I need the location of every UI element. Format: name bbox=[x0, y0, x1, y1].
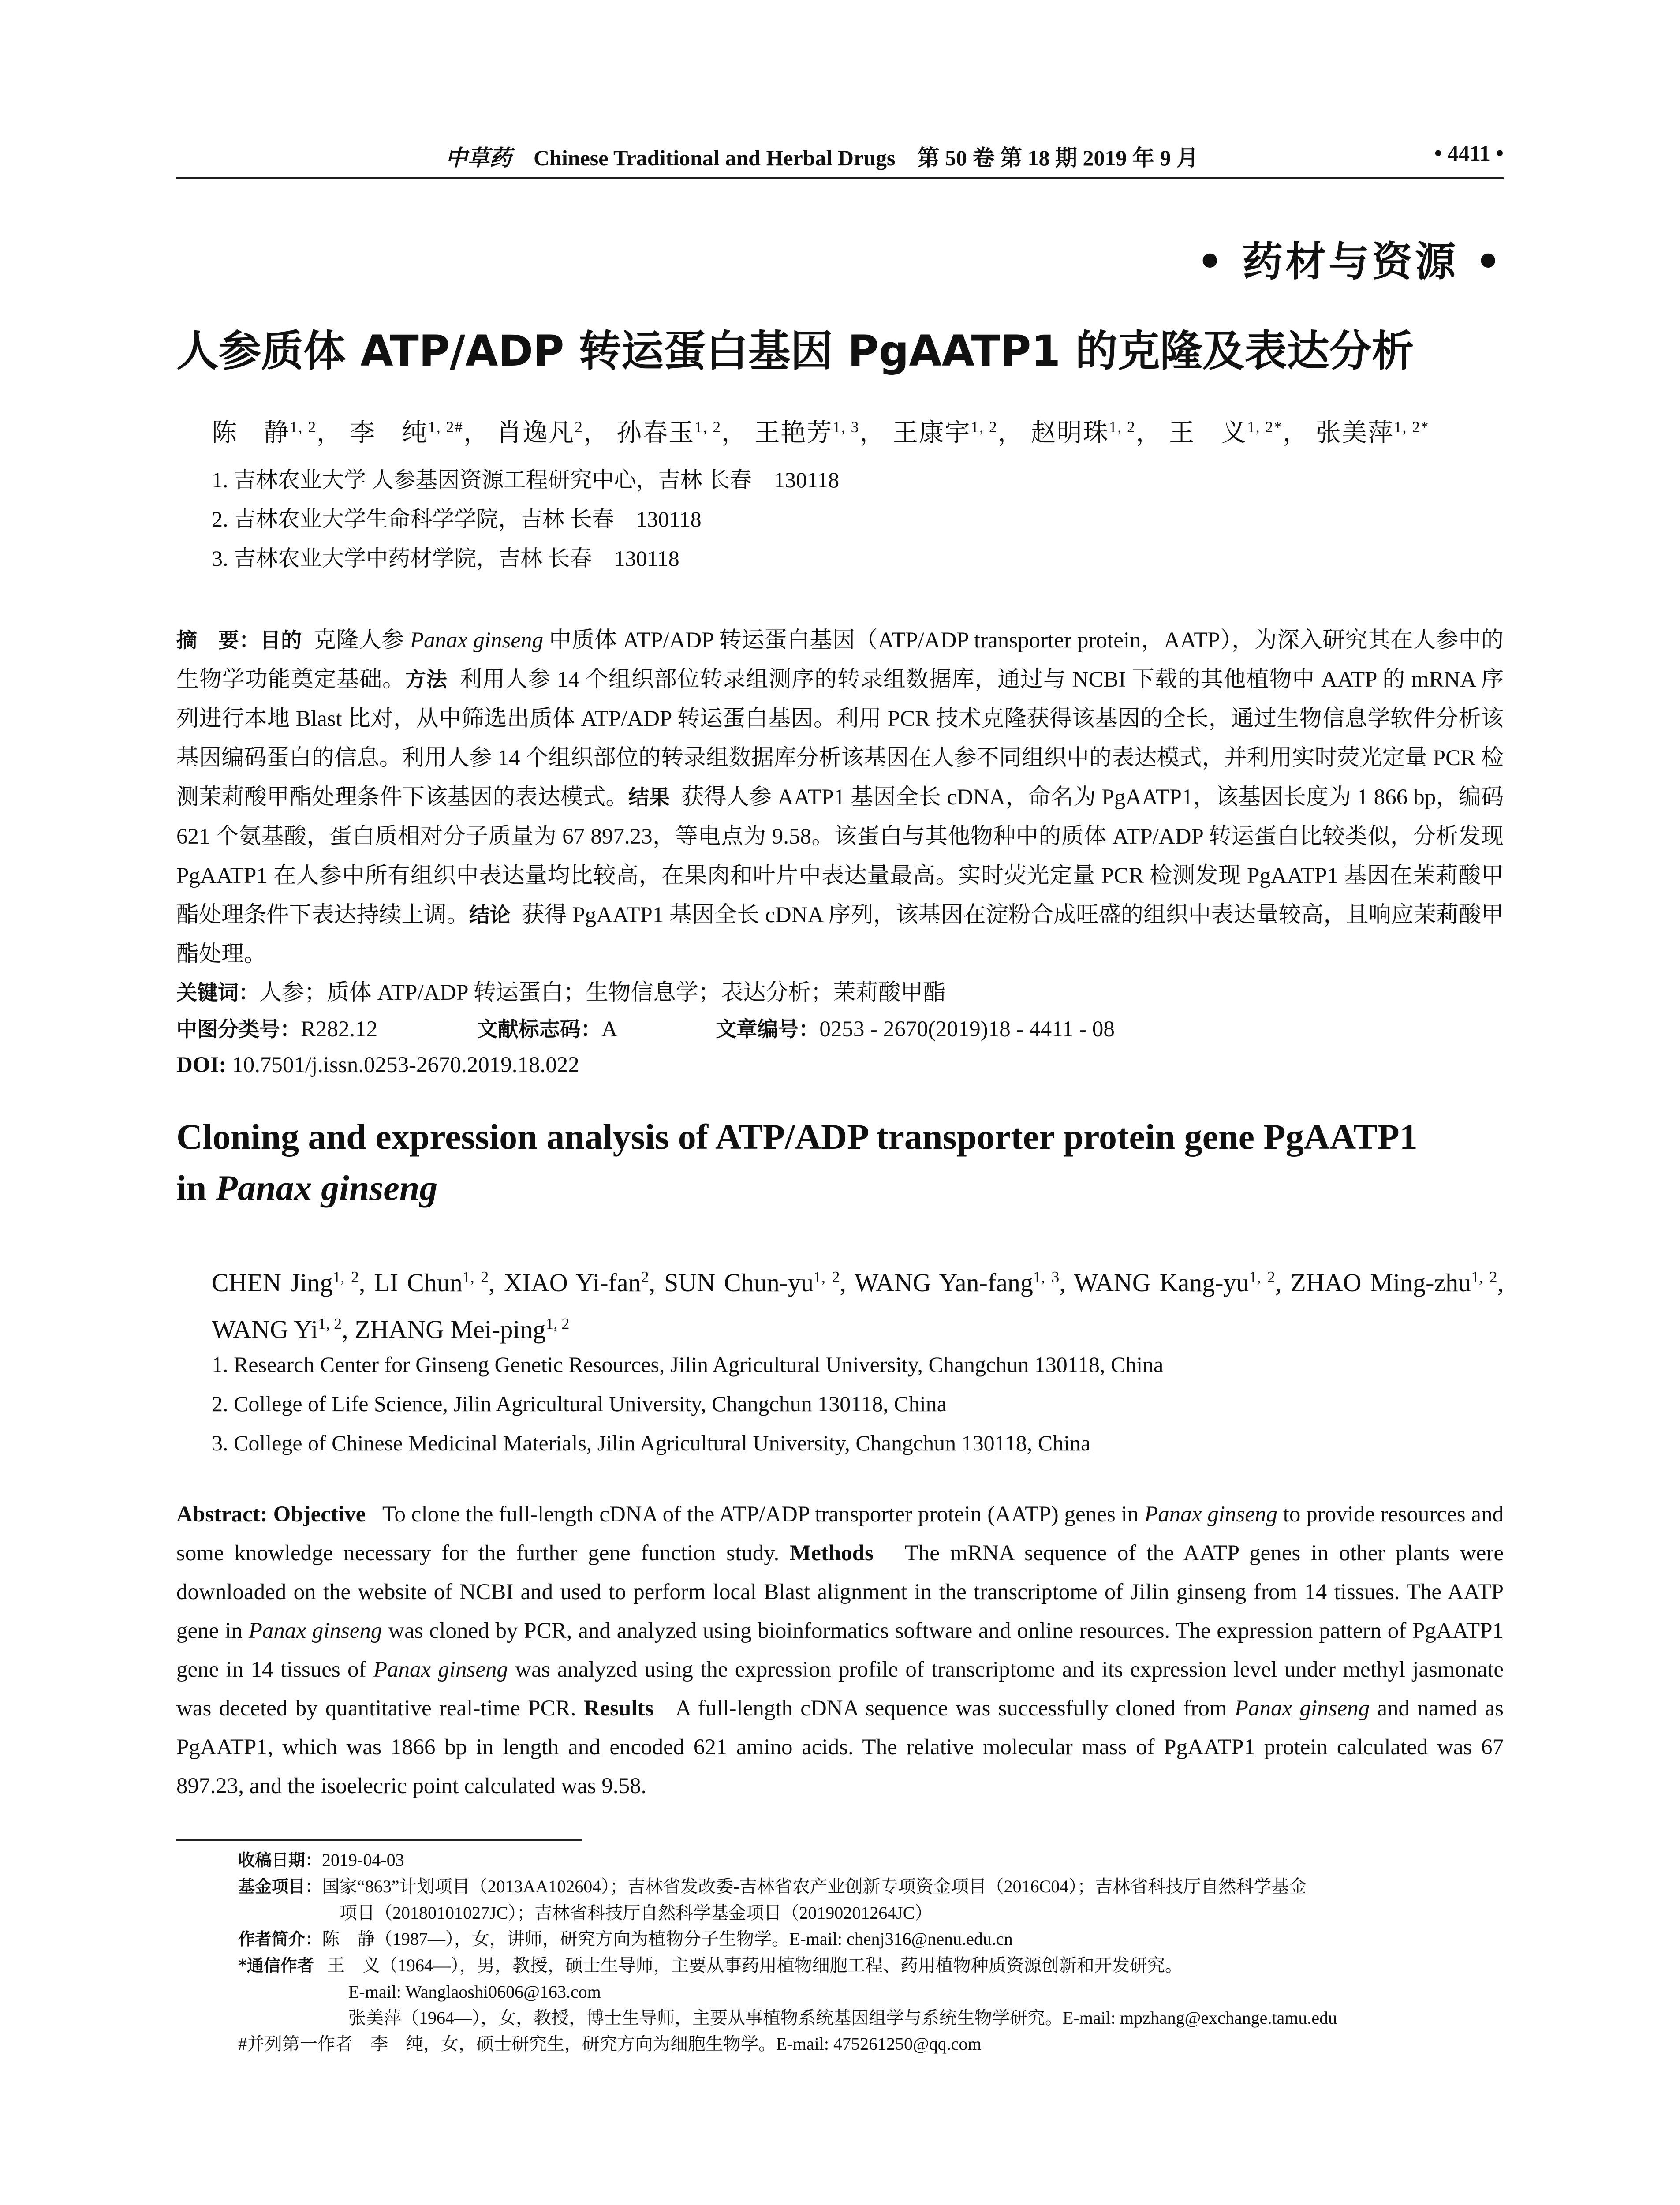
doi-value[interactable]: 10.7501/j.issn.0253-2670.2019.18.022 bbox=[232, 1053, 579, 1077]
article-no-label: 文章编号： bbox=[716, 1017, 820, 1042]
en-objective-label: Objective bbox=[273, 1502, 366, 1527]
en-objective-text: To clone the full-length cDNA of the ATP/ADP transporter protein (AATP) genes in bbox=[382, 1502, 1145, 1527]
cn-abstract bbox=[176, 621, 1504, 974]
en-author: WANG Kang-yu$^{1, 2}$, bbox=[1074, 1268, 1282, 1297]
cn-author: 王艳芳$^{1, 3}$， bbox=[754, 419, 886, 447]
en-author: LI Chun$^{1, 2}$, bbox=[374, 1268, 495, 1297]
section-label: • 药材与资源 • bbox=[1197, 238, 1504, 285]
cn-author: 赵明珠$^{1, 2}$， bbox=[1030, 419, 1162, 447]
cn-results-label: 结果 bbox=[628, 785, 670, 810]
footnotes bbox=[238, 1847, 1504, 2057]
en-author: ZHANG Mei-ping$^{1, 2}$ bbox=[355, 1315, 570, 1344]
fund-info: 基金项目：国家“863”计划项目（2013AA102604）；吉林省发改委-吉林省农产业创新专项资金项目（2016C04）；吉林省科技厅自然科学基金 bbox=[238, 1876, 1307, 1896]
cn-title: 人参质体 ATP/ADP 转运蛋白基因 PgAATP1 的克隆及表达分析 bbox=[176, 326, 1414, 376]
en-methods-text: was cloned by PCR, and analyzed using bioinformatics software and online resources. The expression pattern of PgAATP1 gene in 14 tissues of bbox=[176, 1618, 1504, 1682]
classification-line bbox=[176, 1013, 1115, 1043]
footnote-rule bbox=[176, 1839, 582, 1841]
cn-abstract-label: 摘 要： bbox=[176, 628, 260, 653]
cn-author: 陈 静$^{1, 2}$， bbox=[212, 419, 343, 447]
cn-author: 肖逸凡$^2$， bbox=[497, 419, 609, 447]
cn-objective-text: 克隆人参 bbox=[313, 628, 410, 653]
species-name: Panax ginseng bbox=[248, 1618, 382, 1643]
en-methods-text: was analyzed using the expression profile of transcriptome and its expression level under methyl jasmonate was deceted by quantitative real-time PCR. bbox=[176, 1657, 1504, 1721]
cn-author: 李 纯$^{1, 2\#}$， bbox=[350, 419, 489, 447]
cn-author: 王 义$^{1, 2*}$， bbox=[1169, 419, 1309, 447]
en-author: ZHAO Ming-zhu$^{1, 2}$, bbox=[1290, 1268, 1504, 1297]
en-results-label: Results bbox=[583, 1696, 654, 1721]
cn-affiliation: 1. 吉林农业大学 人参基因资源工程研究中心，吉林 长春 130118 bbox=[212, 467, 840, 492]
page-number: • 4411 • bbox=[1434, 141, 1504, 165]
en-abstract-label: Abstract: bbox=[176, 1502, 268, 1527]
author-bio: 作者简介：陈 静（1987—），女，讲师，研究方向为植物分子生物学。E-mail: chenj316@nenu.edu.cn bbox=[238, 1929, 1013, 1949]
cn-objective-label: 目的 bbox=[260, 628, 302, 653]
fund-info-cont: 项目（20180101027JC）；吉林省科技厅自然科学基金项目（20190201264JC） bbox=[340, 1903, 933, 1923]
keywords-label: 关键词： bbox=[176, 981, 259, 1005]
en-affiliation: 2. College of Life Science, Jilin Agricultural University, Changchun 130118, China bbox=[212, 1391, 947, 1416]
en-author-list bbox=[212, 1257, 1504, 1350]
cn-author: 王康宇$^{1, 2}$， bbox=[892, 419, 1024, 447]
header-rule bbox=[176, 177, 1504, 179]
cn-objective-text: 中质体 ATP/ADP 转运蛋白基因（ATP/ADP transporter protein，AATP），为深入研究其在人参中的生物学功能奠定基础。 bbox=[176, 628, 1504, 692]
keywords bbox=[176, 974, 946, 1006]
clc-value: R282.12 bbox=[301, 1017, 378, 1042]
en-title bbox=[176, 1111, 1504, 1214]
running-header bbox=[176, 140, 1504, 171]
cn-affiliation: 3. 吉林农业大学中药材学院，吉林 长春 130118 bbox=[212, 546, 679, 571]
corresponding-author-2: 张美萍（1964—），女，教授，博士生导师，主要从事植物系统基因组学与系统生物学研究。E-mail: mpzhang@exchange.tamu.edu bbox=[348, 2008, 1337, 2028]
cn-conclusion-text: 获得 PgAATP1 基因全长 cDNA 序列，该基因在淀粉合成旺盛的组织中表达量较高，且响应茉莉酸甲酯处理。 bbox=[176, 903, 1504, 967]
corresponding-author: *通信作者 王 义（1964—），男，教授，硕士生导师，主要从事药用植物细胞工程、药用植物种质资源创新和开发研究。 bbox=[238, 1955, 1183, 1975]
species-name: Panax ginseng bbox=[410, 628, 543, 653]
cn-methods-label: 方法 bbox=[405, 668, 448, 692]
en-author: SUN Chun-yu$^{1, 2}$, bbox=[664, 1268, 846, 1297]
species-name: Panax ginseng bbox=[215, 1168, 438, 1208]
journal-cn-name: 中草药 bbox=[445, 145, 511, 171]
en-affiliation: 1. Research Center for Ginseng Genetic Resources, Jilin Agricultural University, Changchun 130118, China bbox=[212, 1352, 1164, 1377]
journal-en-name: Chinese Traditional and Herbal Drugs bbox=[534, 146, 896, 170]
en-results-text: and named as PgAATP1, which was 1866 bp in length and encoded 621 amino acids. The relative molecular mass of PgAATP1 protein calculated was 67 897.23, and the isoelecric point calculated was 9.58. bbox=[176, 1696, 1504, 1798]
article-no-value: 0253 - 2670(2019)18 - 4411 - 08 bbox=[819, 1017, 1115, 1042]
received-date: 收稿日期：2019-04-03 bbox=[238, 1850, 404, 1870]
en-author: WANG Yi$^{1, 2}$, bbox=[212, 1315, 348, 1344]
cn-affiliation: 2. 吉林农业大学生命科学学院，吉林 长春 130118 bbox=[212, 507, 702, 531]
doi-line bbox=[176, 1052, 579, 1078]
en-objective-text: to provide resources and some knowledge necessary for the further gene function study. bbox=[176, 1502, 1504, 1566]
en-results-text: A full-length cDNA sequence was successfully cloned from bbox=[675, 1696, 1235, 1721]
en-affiliation: 3. College of Chinese Medicinal Materials, Jilin Agricultural University, Changchun 130118, China bbox=[212, 1431, 1091, 1455]
doc-code-label: 文献标志码： bbox=[477, 1017, 601, 1042]
cn-author: 张美萍$^{1, 2*}$ bbox=[1315, 419, 1430, 447]
co-first-author: #并列第一作者 李 纯，女，硕士研究生，研究方向为细胞生物学。E-mail: 475261250@qq.com bbox=[238, 2034, 982, 2054]
clc-label: 中图分类号： bbox=[176, 1017, 301, 1042]
doc-code-value: A bbox=[601, 1017, 616, 1042]
doi-label: DOI: bbox=[176, 1053, 227, 1077]
en-abstract bbox=[176, 1495, 1504, 1805]
cn-methods-text: 利用人参 14 个组织部位转录组测序的转录组数据库，通过与 NCBI 下载的其他植物中 AATP 的 mRNA 序列进行本地 Blast 比对，从中筛选出质体 ATP/ADP 转运蛋白基因。利用 PCR 技术克隆获得该基因的全长，通过生物信息学软件分析该基因编码蛋白的信息。利用人参 14 个组织部位的转录组数据库分析该基因在人参不同组织中的表达模式，并利用实时荧光定量 PCR 检测茉莉酸甲酯处理条件下该基因的表达模式。 bbox=[176, 667, 1504, 810]
corresponding-email: E-mail: Wanglaoshi0606@163.com bbox=[348, 1982, 601, 2002]
cn-conclusion-label: 结论 bbox=[469, 903, 511, 927]
cn-results-text: 获得人参 AATP1 基因全长 cDNA，命名为 PgAATP1，该基因长度为 1 866 bp，编码 621 个氨基酸，蛋白质相对分子质量为 67 897.23，等电点为 9.58。该蛋白与其他物种中的质体 ATP/ADP 转运蛋白比较类似，分析发现 PgAATP1 在人参中所有组织中表达量均比较高，在果肉和叶片中表达量最高。实时荧光定量 PCR 检测发现 PgAATP1 基因在茉莉酸甲酯处理条件下表达持续上调。 bbox=[176, 785, 1504, 927]
en-title-line: Cloning and expression analysis of ATP/ADP transporter protein gene PgAATP1 bbox=[176, 1117, 1418, 1157]
en-methods-text: The mRNA sequence of the AATP genes in other plants were downloaded on the website of NCBI and used to perform local Blast alignment in the transcriptome of Jilin ginseng from 14 tissues. The AATP gene in bbox=[176, 1541, 1504, 1643]
en-methods-label: Methods bbox=[790, 1541, 874, 1566]
species-name: Panax ginseng bbox=[373, 1657, 508, 1682]
en-author: CHEN Jing$^{1, 2}$, bbox=[212, 1268, 366, 1297]
keywords-text: 人参；质体 ATP/ADP 转运蛋白；生物信息学；表达分析；茉莉酸甲酯 bbox=[259, 980, 946, 1005]
journal-issue: 第 50 卷 第 18 期 2019 年 9 月 bbox=[917, 146, 1198, 170]
cn-author: 孙春玉$^{1, 2}$， bbox=[616, 419, 748, 447]
journal-header bbox=[445, 140, 1198, 172]
cn-author-list bbox=[212, 412, 1504, 448]
species-name: Panax ginseng bbox=[1144, 1502, 1277, 1527]
en-author: XIAO Yi-fan$^2$, bbox=[504, 1268, 656, 1297]
en-title-line: in Panax ginseng bbox=[176, 1168, 438, 1208]
en-author: WANG Yan-fang$^{1, 3}$, bbox=[854, 1268, 1066, 1297]
species-name: Panax ginseng bbox=[1234, 1696, 1370, 1721]
